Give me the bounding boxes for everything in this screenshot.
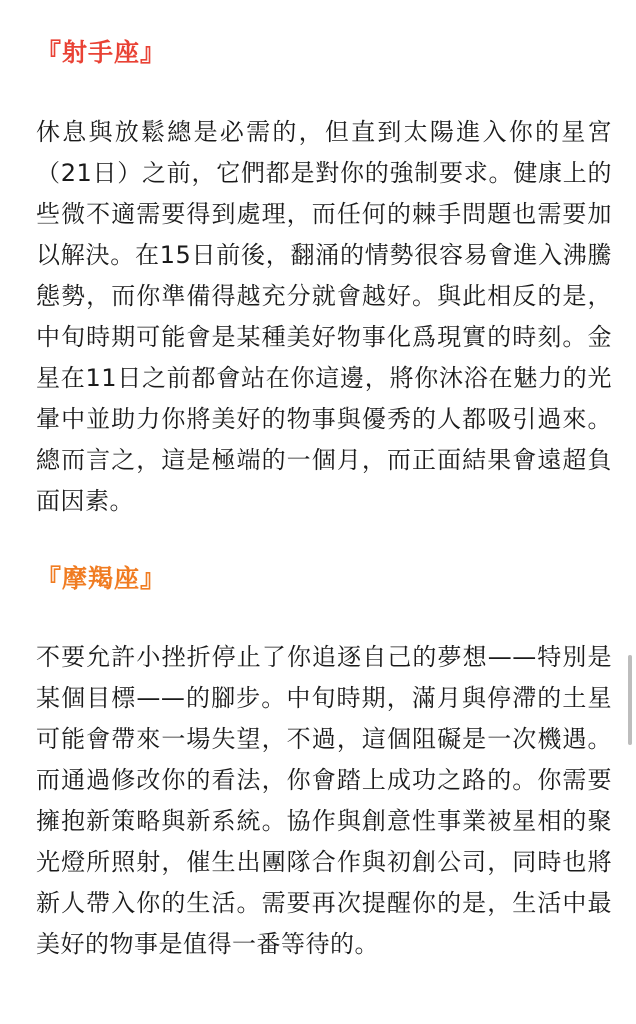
capricorn-heading: 『摩羯座』 xyxy=(36,564,167,593)
vertical-scrollbar[interactable] xyxy=(628,655,632,745)
sagittarius-paragraph: 休息與放鬆總是必需的，但直到太陽進入你的星宮（21日）之前，它們都是對你的強制要求。健康上的些微不適需要得到處理，而任何的棘手問題也需要加以解決。在15日前後，翻涌的情勢很容易會進入沸騰態勢，而你準備得越充分就會越好。與此相反的是，中旬時期可能會是某種美好物事化爲現實的時刻。金星在11日之前都會站在你這邊，將你沐浴在魅力的光暈中並助力你將美好的物事與優秀的人都吸引過來。總而言之，這是極端的一個月，而正面結果會遠超負面因素。 xyxy=(36,118,612,515)
capricorn-paragraph: 不要允許小挫折停止了你追逐自己的夢想——特別是某個目標——的腳步。中旬時期，滿月與停滯的土星可能會帶來一場失望，不過，這個阻礙是一次機遇。而通過修改你的看法，你會踏上成功之路的。你需要擁抱新策略與新系統。協作與創意性事業被星相的聚光燈所照射，催生出團隊合作與初創公司，同時也將新人帶入你的生活。需要再次提醒你的是，生活中最美好的物事是值得一番等待的。 xyxy=(36,643,612,958)
sagittarius-heading: 『射手座』 xyxy=(36,38,167,67)
